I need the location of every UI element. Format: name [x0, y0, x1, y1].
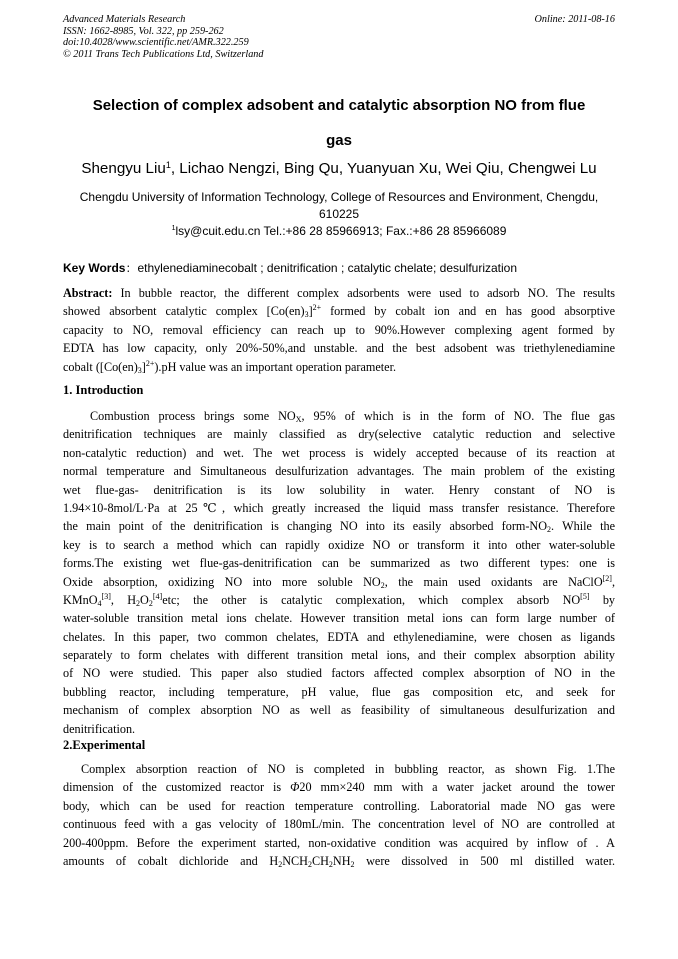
experimental-body	[63, 760, 615, 870]
body-line: the main point of the denitrification is changing NO into its easily absorbed form-$NO_2$. While the	[63, 519, 616, 535]
online-date: Online: 2011-08-16	[534, 14, 615, 25]
abstract-line: cobalt $([Co(en)_3]^{2+}).pH$ value was an important operation parameter.	[63, 358, 397, 375]
abstract-line: showed absorbent catalytic complex $[Co(en)_3]^{2+}$ formed by cobalt ion and en has good absorptive	[63, 303, 615, 320]
paper-title-line-1: Selection of complex adsobent and catalytic absorption NO from flue	[92, 97, 586, 114]
body-line: continuous feed with a gas velocity of 180mL/min. The concentration level of NO are controlled at	[63, 817, 615, 832]
body-line: 200-400ppm. Before the experiment started, non-oxidative condition was acquired by inflow of . A	[63, 835, 615, 850]
body-line: dimension of the customized reactor is Φ20 mm×240 mm with a water jacket around the tower	[63, 780, 615, 795]
journal-name: Advanced Materials Research	[63, 14, 186, 25]
contact-info: lsy@cuit.edu.cn Tel.:+86 28 85966913; Fax.:+86 28 85966089	[175, 224, 507, 238]
body-line: body, which can be used for reaction temperature controlling. Laboratorial made NO gas were	[63, 798, 615, 813]
affiliation-line-1: Chengdu University of Information Technology, College of Resources and Environment, Chengdu,	[79, 190, 599, 204]
other-authors: , Lichao Nengzi, Bing Qu, Yuanyuan Xu, Wei Qiu, Chengwei Lu	[170, 160, 597, 177]
keywords-text: ethylenediaminecobalt ; denitrification ; catalytic chelate; desulfurization	[137, 261, 518, 275]
body-line: of NO were studied. This paper also studied factors affected complex absorption of NO in the	[63, 666, 615, 681]
section-heading-introduction: 1. Introduction	[63, 383, 144, 397]
body-line: mechanism of complex absorption NO as well as feasibility of simultaneous desulfurization and	[63, 703, 615, 718]
contact-line	[63, 223, 615, 240]
author-affiliation-mark: 1	[165, 160, 171, 170]
body-line: Oxide absorption, oxidizing NO into more soluble $NO_2$, the main used oxidants are NaClO[2],	[63, 573, 615, 590]
first-author: Shengyu Liu	[81, 160, 166, 177]
paper-title-line-2: gas	[326, 132, 352, 149]
contact-mark: 1	[171, 225, 176, 232]
body-line: Complex absorption reaction of NO is completed in bubbling reactor, as shown Fig. 1.The	[81, 762, 615, 776]
journal-header	[63, 14, 615, 60]
body-line: wet flue-gas- denitrification is its low solubility in water. Henry constant of NO is	[63, 482, 615, 497]
keywords-separator: ：	[125, 261, 138, 275]
body-line: forms.The existing wet flue-gas-denitrification can be summarized as two different types: one is	[63, 556, 615, 571]
keywords	[63, 261, 615, 276]
affiliation-block	[63, 189, 615, 240]
abstract-label: Abstract:	[63, 286, 113, 300]
abstract-line: EDTA has low capacity, only 20%-50%,and unstable. and the best adsobent was triethylenediamine	[63, 341, 615, 356]
affiliation-line-2: 610225	[318, 207, 360, 221]
body-line: denitrification.	[63, 721, 136, 736]
abstract-line: capacity to NO, removal efficiency can reach up to 90%.However complexing agent formed by	[63, 322, 615, 337]
body-line: separately to form chelates with different transition metal ions, and their complex absorption ability	[63, 648, 615, 663]
paper-title	[63, 88, 615, 158]
section-heading-experimental: 2.Experimental	[63, 738, 146, 752]
body-line: normal temperature and Simultaneous desulfurization advantages. The main problem of the existing	[63, 464, 615, 479]
body-line: amounts of cobalt dichloride and $H_2NCH_2CH_2NH_2$ were dissolved in 500 ml distilled water.	[63, 853, 615, 869]
body-line: water-soluble transition metal ions chelate. However transition metal ions can form large number of	[63, 611, 615, 626]
journal-issn: ISSN: 1662-8985, Vol. 322, pp 259-262	[63, 25, 224, 37]
author-list	[63, 159, 615, 179]
body-line: chelates. In this paper, two common chelates, EDTA and ethylenediamine, were chosen as ligands	[63, 629, 615, 644]
introduction-body	[63, 407, 615, 738]
body-line: KMnO$_4$[3], $H_2O_2[4]etc$; the other is catalytic complexation, which complex absorb NO[5] by	[63, 591, 616, 608]
body-line: denitrification techniques are mainly classified as dry(selective catalytic reduction and selective	[63, 427, 615, 442]
journal-doi: doi:10.4028/www.scientific.net/AMR.322.259	[63, 37, 249, 49]
body-line: non-catalytic reduction) and wet. The wet process is widely accepted because of its reaction at	[63, 445, 615, 460]
keywords-label: Key Words	[63, 261, 126, 275]
journal-copyright: © 2011 Trans Tech Publications Ltd, Switzerland	[63, 48, 264, 60]
body-line: 1.94×10-8mol/L·Pa at 25℃, which greatly increased the liquid mass transfer resistance. Therefore	[63, 500, 615, 515]
body-line: Combustion process brings some $NO_X$, 95% of which is in the form of NO. The flue gas	[90, 409, 615, 424]
abstract-line: Abstract: In bubble reactor, the different complex adsorbents were used to adsorb NO. The results	[63, 286, 615, 300]
abstract	[63, 284, 615, 376]
body-line: bubbling reactor, including temperature, pH value, flue gas composition etc, and seek for	[63, 684, 615, 699]
body-line: key is to search a method which can rapidly oxidize NO or transform it into other water-soluble	[63, 537, 615, 552]
